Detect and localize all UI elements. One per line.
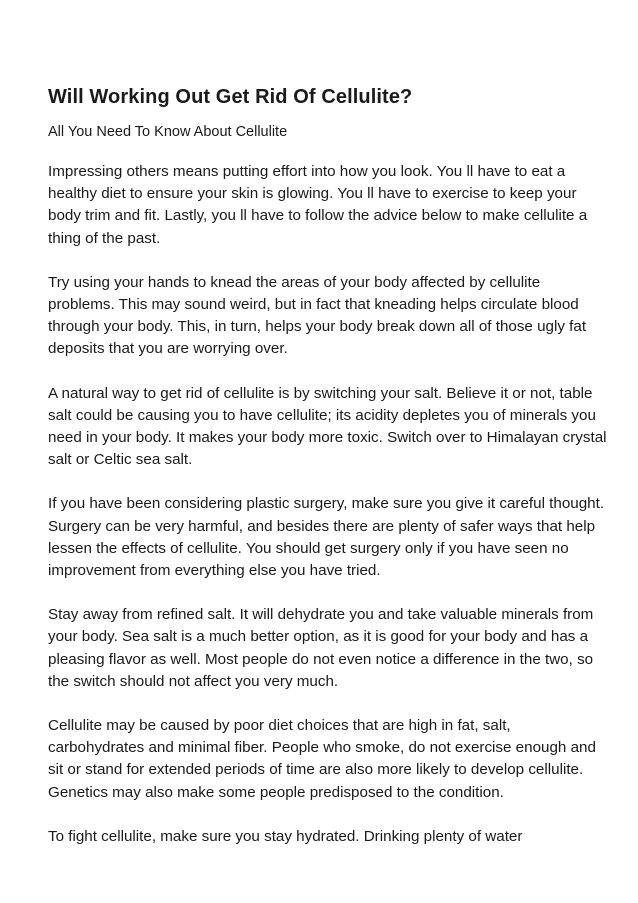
document-title: Will Working Out Get Rid Of Cellulite? — [48, 86, 413, 108]
paragraph-7: To fight cellulite, make sure you stay hydrated. Drinking plenty of water — [48, 827, 523, 845]
paragraph-6: Cellulite may be caused by poor diet choices that are high in fat, salt, carbohydrates and minimal fiber. People who smoke, do not exercise enough and sit or stand for extended periods of time are also more likely to develop cellulite. Genetics may also make some people predisposed to the condition. — [48, 717, 596, 801]
document-subtitle: All You Need To Know About Cellulite — [48, 124, 288, 140]
paragraph-4: If you have been considering plastic surgery, make sure you give it careful thought. Surgery can be very harmful, and besides there are plenty of safer ways that help lessen the effects of cellulite. You should get surgery only if you have seen no improvement from everything else you have tried. — [48, 495, 605, 580]
paragraph-5: Stay away from refined salt. It will dehydrate you and take valuable minerals from your body. Sea salt is a much better option, as it is good for your body and has a pleasing flavor as well. Most people do not even notice a difference in the two, so the switch should not affect you very much. — [48, 606, 594, 690]
paragraph-1: Impressing others means putting effort into how you look. You ll have to eat a healthy diet to ensure your skin is glowing. You ll have to exercise to keep your body trim and fit. Lastly, you ll have to follow the advice below to make cellulite a thing of the past. — [48, 163, 588, 247]
paragraph-2: Try using your hands to knead the areas of your body affected by cellulite problems. This may sound weird, but in fact that kneading helps circulate blood through your body. This, in turn, helps your body break down all of those ugly fat deposits that you are worrying over. — [48, 273, 587, 358]
paragraph-3: A natural way to get rid of cellulite is by switching your salt. Believe it or not, table salt could be causing you to have cellulite; its acidity depletes you of minerals you need in your body. It makes your body more toxic. Switch over to Himalayan crystal salt or Celtic sea salt. — [48, 384, 607, 469]
document-page — [48, 84, 608, 870]
